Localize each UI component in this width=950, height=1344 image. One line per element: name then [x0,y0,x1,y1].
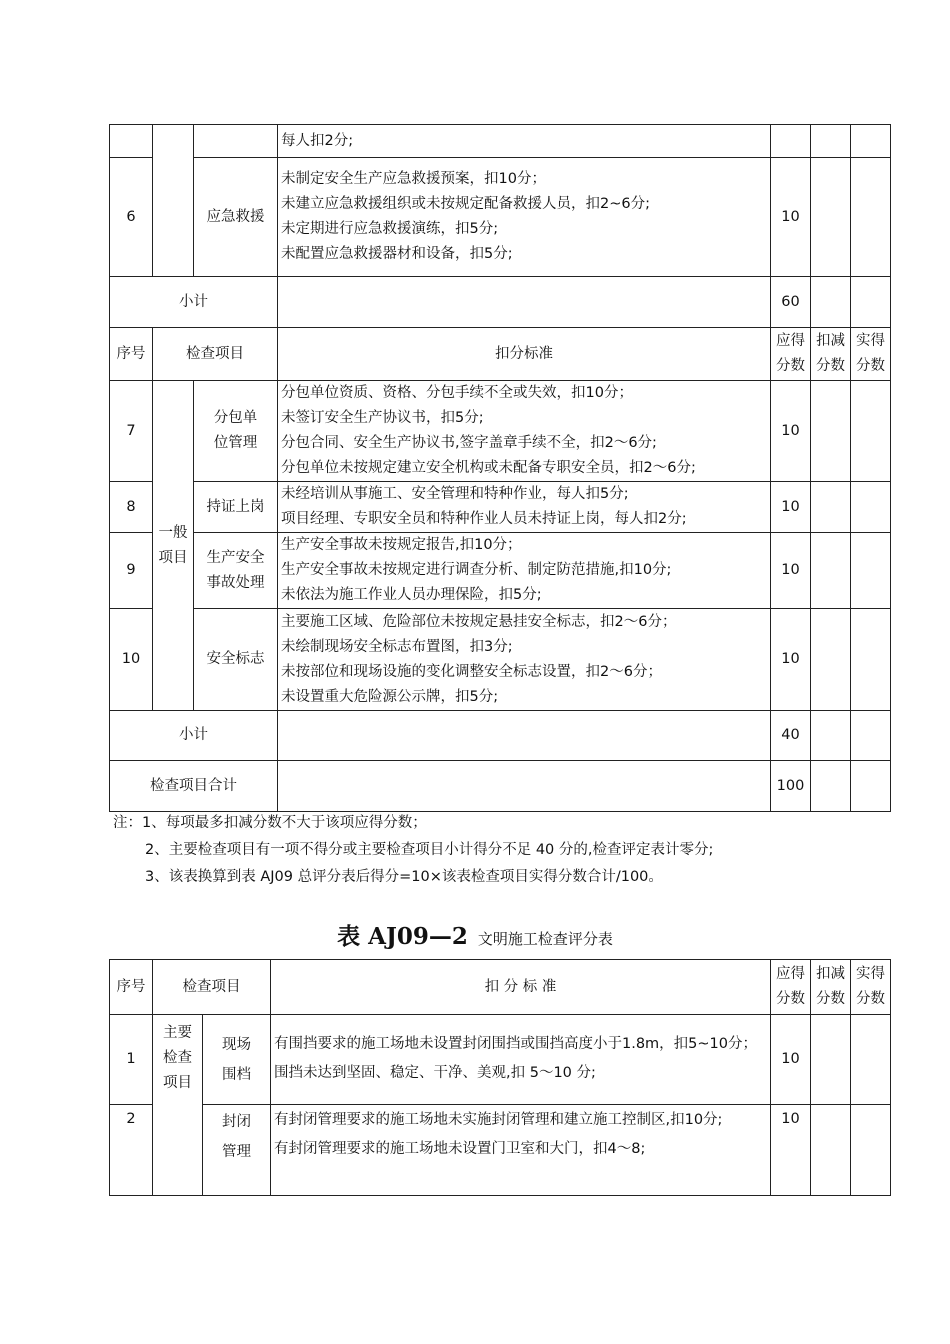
table-row [110,482,891,533]
deduct-score-cell [811,277,851,328]
criteria-line: 未配置应急救援器材和设备，扣5分; [281,246,513,262]
criteria-line: 分包合同、安全生产协议书,签字盖章手续不全，扣2～6分; [281,435,657,451]
deduct-score-cell [811,609,851,711]
total-score: 100 [771,761,811,812]
note-line: 3、该表换算到表 AJ09 总评分表后得分=10×该表检查项目实得分数合计/100。 [145,869,663,885]
actual-score-cell [851,158,891,277]
table-row [110,1015,891,1105]
no-cell [110,125,153,158]
actual-score-cell [851,125,891,158]
table-row [110,1105,891,1196]
criteria-line: 项目经理、专职安全员和特种作业人员未持证上岗，每人扣2分; [281,511,687,527]
check-item: 分包单 位管理 [194,381,278,482]
due-score: 10 [771,609,811,711]
criteria-line: 每人扣2分; [281,132,354,149]
criteria-line: 未绘制现场安全标志布置图，扣3分; [281,638,513,655]
check-item: 现场 围档 [203,1015,271,1105]
row-number: 1 [110,1015,153,1105]
header-row [110,328,891,381]
criteria-line: 有封闭管理要求的施工场地未实施封闭管理和建立施工控制区,扣10分; [274,1112,723,1128]
table-name: 文明施工检查评分表 [477,930,613,948]
actual-score-cell [851,761,891,812]
criteria-line: 未经培训从事施工、安全管理和特种作业，每人扣5分; [281,486,629,502]
header-item: 检查项目 [153,960,271,1015]
criteria-line: 未依法为施工作业人员办理保险，扣5分; [281,587,542,603]
subtotal-row [110,711,891,761]
criteria-line: 分包单位未按规定建立安全机构或未配备专职安全员，扣2～6分; [281,460,696,476]
criteria-cell [278,609,771,711]
header-criteria: 扣 分 标 准 [271,960,771,1015]
due-score: 10 [771,381,811,482]
subtotal-label: 小计 [110,711,278,761]
deduct-score-cell [811,482,851,533]
criteria-line: 未设置重大危险源公示牌，扣5分; [281,688,499,705]
subtotal-score: 60 [771,277,811,328]
table-row [110,125,891,158]
table-code: 表 AJ09—2 [337,923,468,950]
criteria-cell [271,1105,771,1196]
header-actual-score: 实得 分数 [851,960,891,1015]
table-row [110,381,891,482]
criteria-line: 生产安全事故未按规定报告,扣10分； [281,537,522,553]
row-number: 6 [110,158,153,277]
category-general: 一般 项目 [153,381,194,711]
criteria-line: 未建立应急救援组织或未按规定配备救援人员，扣2~6分; [281,196,650,212]
actual-score-cell [851,277,891,328]
actual-score-cell [851,533,891,609]
row-number: 2 [110,1105,153,1196]
due-score-cell [771,125,811,158]
header-actual-score: 实得 分数 [851,328,891,381]
check-item: 封闭 管理 [203,1105,271,1196]
notes [113,810,713,891]
row-number: 10 [110,609,153,711]
check-item: 安全标志 [194,609,278,711]
actual-score-cell [851,609,891,711]
item-cell [194,125,278,158]
criteria-line: 未按部位和现场设施的变化调整安全标志设置，扣2～6分； [281,663,662,680]
check-item: 持证上岗 [194,482,278,533]
deduct-score-cell [811,125,851,158]
criteria-line: 未定期进行应急救援演练，扣5分; [281,221,499,237]
total-label: 检查项目合计 [110,761,278,812]
deduct-score-cell [811,533,851,609]
row-number: 9 [110,533,153,609]
header-due-score: 应得 分数 [771,328,811,381]
civilized-construction-score-table [109,959,891,1196]
deduct-score-cell [811,158,851,277]
table-row [110,158,891,277]
row-number: 8 [110,482,153,533]
subtotal-label: 小计 [110,277,278,328]
criteria-line: 未制定安全生产应急救援预案，扣10分； [281,171,546,187]
due-score: 10 [771,1105,811,1196]
deduct-score-cell [811,1105,851,1196]
actual-score-cell [851,482,891,533]
score-table-continued [109,124,891,812]
deduct-score-cell [811,761,851,812]
criteria-cell [278,125,771,158]
check-item: 应急救援 [194,158,278,277]
header-no: 序号 [110,960,153,1015]
category-cell [153,125,194,277]
header-deduct-score: 扣减 分数 [811,328,851,381]
criteria-line: 有封闭管理要求的施工场地未设置门卫室和大门，扣4～8; [274,1141,646,1157]
table-title [0,918,950,951]
due-score: 10 [771,482,811,533]
note-line: 2、主要检查项目有一项不得分或主要检查项目小计得分不足 40 分的,检查评定表计零分; [145,842,714,858]
due-score: 10 [771,158,811,277]
criteria-cell [278,158,771,277]
header-criteria: 扣分标准 [278,328,771,381]
deduct-score-cell [811,1015,851,1105]
criteria-line: 有围挡要求的施工场地未设置封闭围挡或围挡高度小于1.8m，扣5~10分； [274,1035,758,1052]
subtotal-row [110,277,891,328]
criteria-line: 未签订安全生产协议书，扣5分; [281,410,484,426]
header-row [110,960,891,1015]
actual-score-cell [851,1105,891,1196]
table-row [110,533,891,609]
header-no: 序号 [110,328,153,381]
header-item: 检查项目 [153,328,278,381]
criteria-cell [278,711,771,761]
actual-score-cell [851,711,891,761]
criteria-line: 分包单位资质、资格、分包手续不全或失效，扣10分； [281,385,633,401]
criteria-line: 围挡未达到坚固、稳定、干净、美观,扣 5～10 分; [274,1064,596,1081]
criteria-cell [278,482,771,533]
subtotal-score: 40 [771,711,811,761]
row-number: 7 [110,381,153,482]
deduct-score-cell [811,381,851,482]
criteria-cell [271,1015,771,1105]
category-main: 主要 检查 项目 [153,1015,203,1196]
criteria-line: 主要施工区域、危险部位未按规定悬挂安全标志，扣2～6分； [281,613,677,630]
deduct-score-cell [811,711,851,761]
note-line: 注：1、每项最多扣减分数不大于该项应得分数； [113,815,427,831]
actual-score-cell [851,1015,891,1105]
check-item: 生产安全 事故处理 [194,533,278,609]
due-score: 10 [771,533,811,609]
criteria-cell [278,761,771,812]
header-due-score: 应得 分数 [771,960,811,1015]
total-row [110,761,891,812]
actual-score-cell [851,381,891,482]
criteria-line: 生产安全事故未按规定进行调查分析、制定防范措施,扣10分; [281,562,672,578]
criteria-cell [278,277,771,328]
criteria-cell [278,533,771,609]
header-deduct-score: 扣减 分数 [811,960,851,1015]
criteria-cell [278,381,771,482]
due-score: 10 [771,1015,811,1105]
table-row [110,609,891,711]
